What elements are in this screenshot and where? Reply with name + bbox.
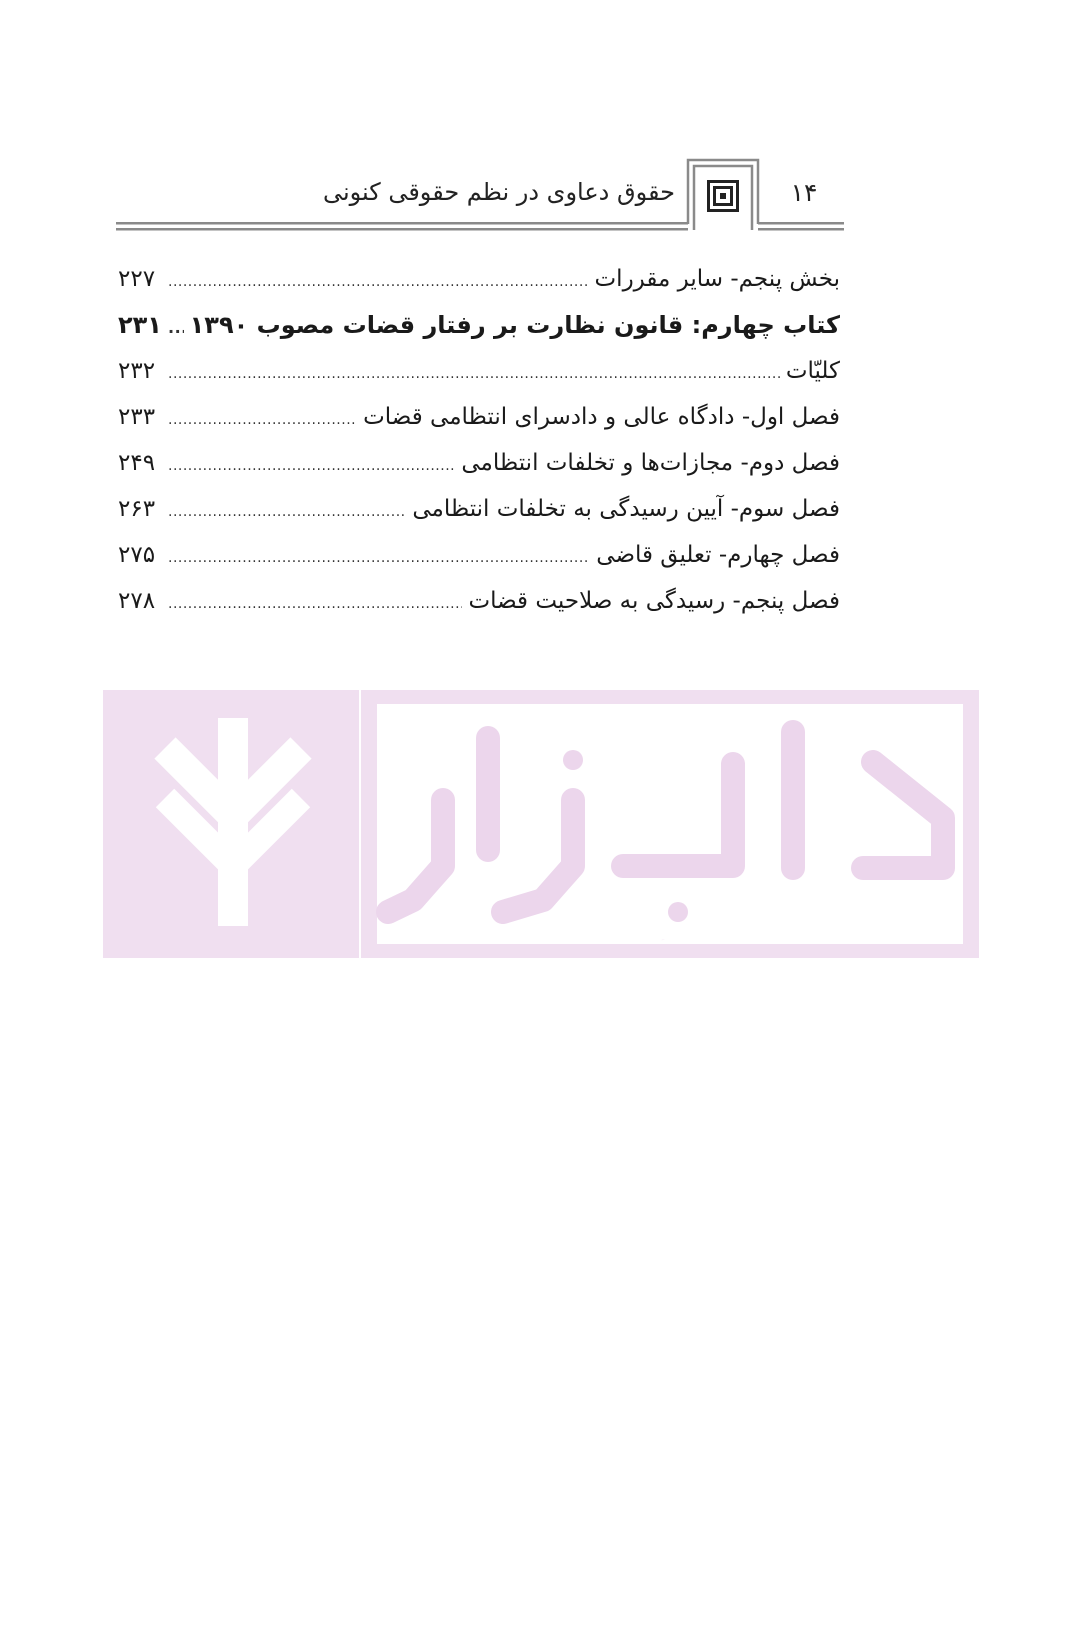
toc-entry <box>118 394 840 440</box>
toc-entry-page: ۲۷۸ <box>118 588 156 614</box>
watermark-text: دادبازار <box>661 940 665 941</box>
toc-entry <box>118 578 840 624</box>
toc-entry-page: ۲۳۲ <box>118 358 156 384</box>
toc-entry-title: کتاب چهارم: قانون نظارت بر رفتار قضات مصوب ۱۳۹۰ <box>189 311 840 339</box>
toc-dot-leader <box>168 489 406 535</box>
toc-entry-title: فصل پنجم- رسیدگی به صلاحیت قضات <box>468 588 840 614</box>
toc-entry <box>118 532 840 578</box>
watermark <box>103 690 979 958</box>
toc-dot-leader <box>168 581 462 627</box>
toc-entry-page: ۲۴۹ <box>118 450 156 476</box>
toc-entry <box>118 486 840 532</box>
running-header <box>0 0 1071 240</box>
toc-entry-title: کلیّات <box>785 358 840 384</box>
toc-entry-title: بخش پنجم- سایر مقررات <box>594 266 840 292</box>
toc-entry-book-heading <box>118 302 840 348</box>
toc-entry-page: ۲۲۷ <box>118 266 156 292</box>
toc-entry <box>118 256 840 302</box>
toc-entry-title: فصل دوم- مجازات‌ها و تخلفات انتظامی <box>461 450 840 476</box>
toc-entry-page: ۲۶۳ <box>118 496 156 522</box>
toc-entry-page: ۲۳۳ <box>118 404 156 430</box>
toc-dot-leader <box>168 443 455 489</box>
toc-entry <box>118 440 840 486</box>
toc-entry-page: ۲۷۵ <box>118 542 156 568</box>
toc-dot-leader <box>168 535 590 581</box>
table-of-contents <box>118 256 840 624</box>
page-number: ۱۴ <box>790 178 818 207</box>
square-ornament-icon <box>707 180 739 212</box>
toc-dot-leader <box>168 305 184 351</box>
book-title: حقوق دعاوی در نظم حقوقی کنونی <box>322 178 675 206</box>
toc-dot-leader <box>168 397 357 443</box>
toc-entry-title: فصل چهارم- تعلیق قاضی <box>596 542 840 568</box>
toc-entry <box>118 348 840 394</box>
toc-dot-leader <box>168 351 780 397</box>
toc-entry-title: فصل اول- دادگاه عالی و دادسرای انتظامی قضات <box>363 404 840 430</box>
toc-entry-title: فصل سوم- آیین رسیدگی به تخلفات انتظامی <box>412 496 840 522</box>
toc-dot-leader <box>168 259 589 305</box>
toc-entry-page: ۲۳۱ <box>118 311 162 339</box>
